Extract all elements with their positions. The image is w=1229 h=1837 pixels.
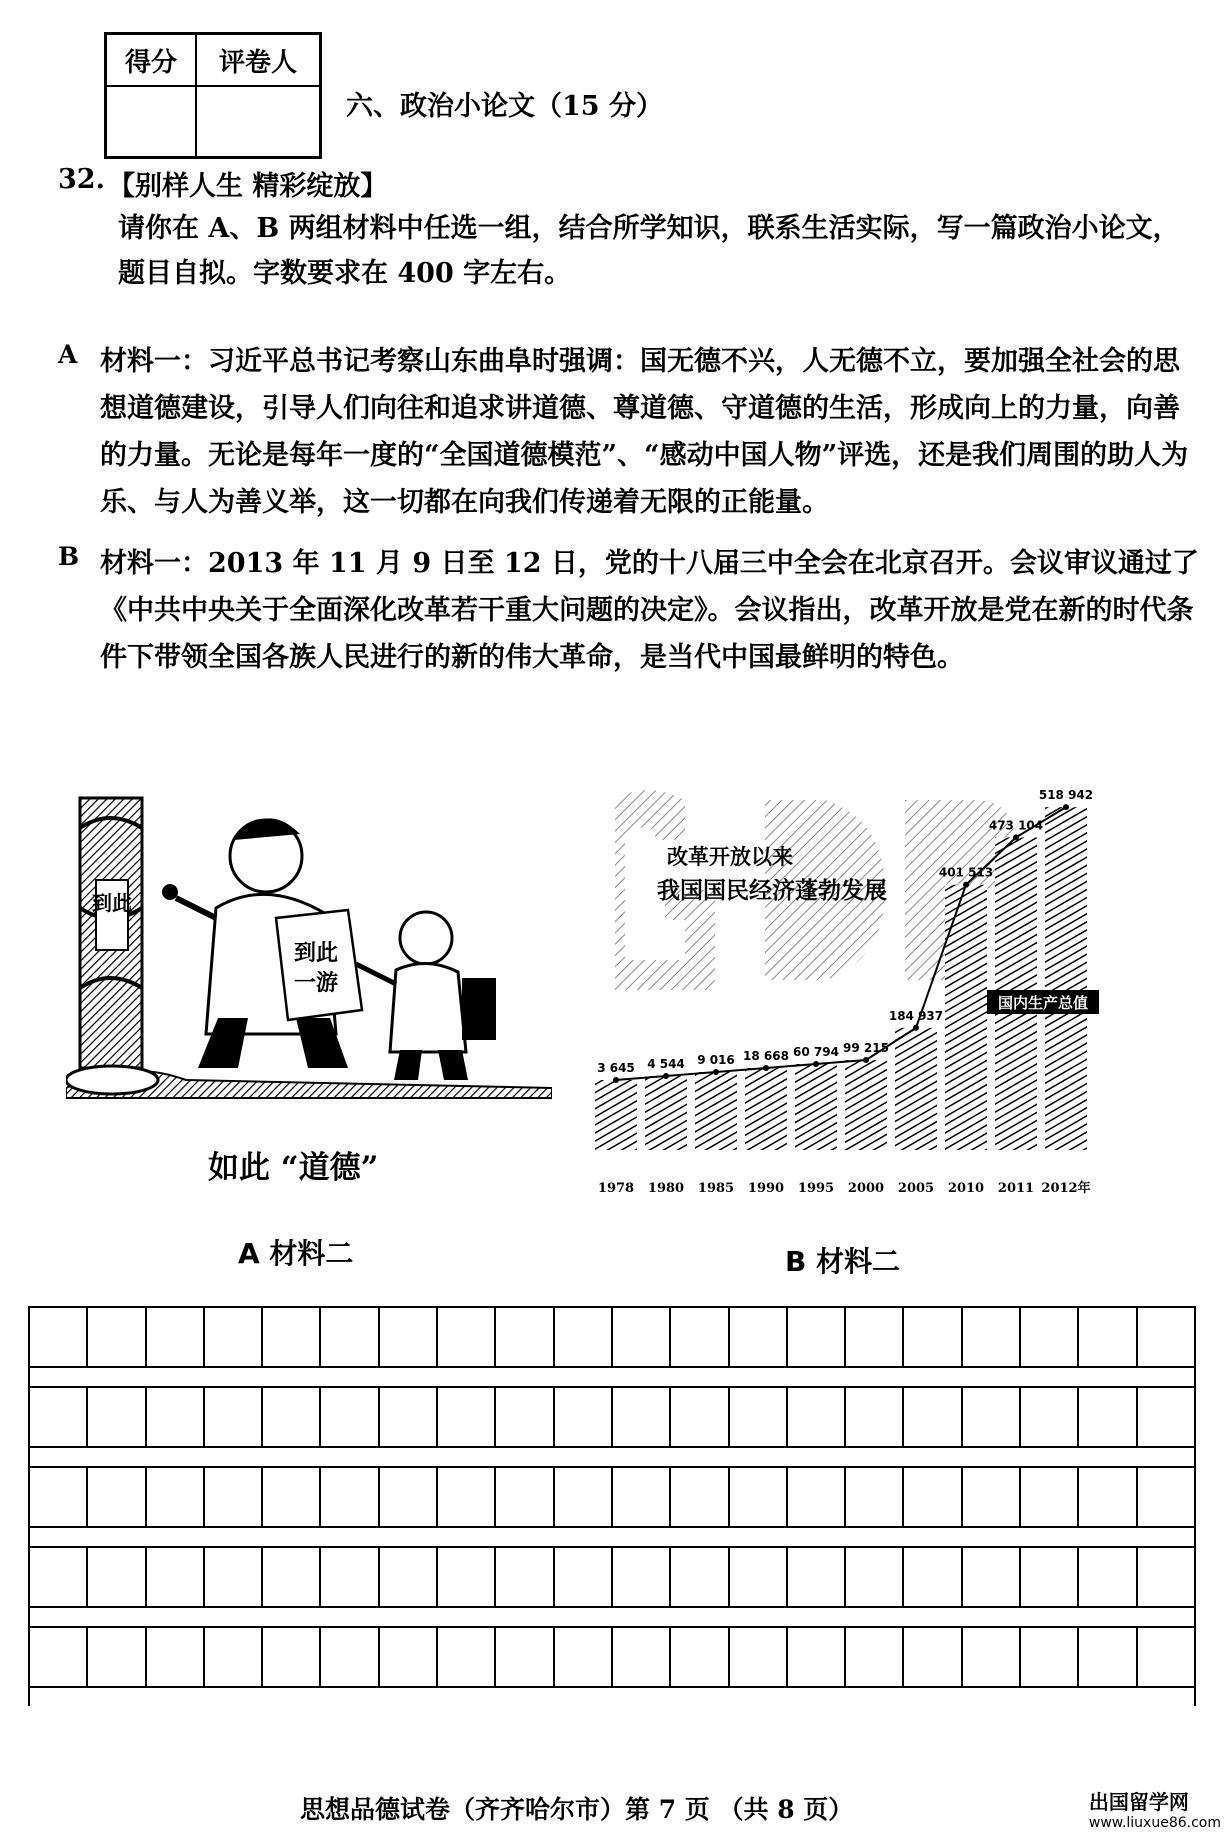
grid-cell[interactable] [555,1548,613,1606]
x-tick-1978: 1978 [597,1181,635,1196]
grid-cell[interactable] [205,1468,263,1526]
carved-pillar [80,798,142,1068]
grid-cell[interactable] [613,1548,671,1606]
score-table-header-line [107,85,319,87]
grid-cell[interactable] [671,1388,729,1446]
answer-grid[interactable] [28,1306,1196,1706]
grid-cell[interactable] [613,1628,671,1686]
trend-point-2000 [863,1057,869,1063]
grid-cell[interactable] [846,1628,904,1686]
trend-point-2012年 [1063,804,1069,810]
grid-cell[interactable] [1138,1468,1194,1526]
grid-cell[interactable] [1138,1308,1194,1366]
grid-cell[interactable] [147,1548,205,1606]
grid-cell[interactable] [496,1388,554,1446]
grid-cell[interactable] [1138,1388,1194,1446]
grid-cell[interactable] [613,1388,671,1446]
grid-cell[interactable] [555,1388,613,1446]
grid-cell[interactable] [321,1468,379,1526]
vandal-paper [276,910,362,1020]
grid-cell[interactable] [30,1388,88,1446]
bar-2000 [845,1060,887,1150]
cartoon-caption: 如此 “道德” [208,1150,379,1186]
grid-cell[interactable] [30,1468,88,1526]
question-instruction: 请你在 A、B 两组材料中任选一组，结合所学知识，联系生活实际，写一篇政治小论文，题目自拟。字数要求在 400 字左右。 [118,213,1180,289]
value-label-1985: 9 016 [697,1053,735,1067]
grid-cell[interactable] [438,1388,496,1446]
panel-a-label: A 材料二 [238,1237,354,1270]
grid-cell[interactable] [147,1468,205,1526]
value-label-1995: 60 794 [793,1045,839,1059]
grid-cell[interactable] [88,1548,146,1606]
grid-cell[interactable] [1021,1548,1079,1606]
bar-1985 [695,1072,737,1150]
x-tick-2012年: 2012年 [1041,1181,1091,1196]
material-a-marker: A [58,340,78,369]
grid-cell[interactable] [846,1548,904,1606]
material-a-paragraph [100,338,1200,526]
page-footer: 思想品德试卷（齐齐哈尔市）第 7 页 （共 8 页） [300,1795,854,1824]
grid-cell[interactable] [963,1548,1021,1606]
grid-cell[interactable] [380,1548,438,1606]
grid-cell[interactable] [147,1388,205,1446]
bar-2005 [895,1028,937,1150]
grid-cell[interactable] [321,1308,379,1366]
grid-cell[interactable] [147,1308,205,1366]
grid-cell[interactable] [788,1628,846,1686]
material-b-label: 材料一： [100,548,208,579]
grid-cell[interactable] [904,1468,962,1526]
series-label: 国内生产总值 [997,994,1089,1012]
trend-point-1995 [813,1061,819,1067]
bar-1995 [795,1064,837,1150]
grid-cell[interactable] [1079,1628,1137,1686]
grid-cell[interactable] [263,1308,321,1366]
value-label-2000: 99 215 [843,1041,889,1055]
grid-row-gap [28,1528,1196,1546]
value-label-2011: 473 104 [988,818,1044,833]
grid-cell[interactable] [1079,1308,1137,1366]
value-label-2010: 401 513 [938,865,994,880]
bar-2012年 [1045,807,1087,1150]
paper-writing: 到此一游 [293,940,339,996]
grid-cell[interactable] [438,1468,496,1526]
grid-cell[interactable] [788,1388,846,1446]
x-tick-1985: 1985 [697,1181,735,1196]
value-label-1978: 3 645 [597,1061,635,1075]
grid-cell[interactable] [730,1308,788,1366]
grid-cell[interactable] [788,1468,846,1526]
grid-cell[interactable] [1021,1308,1079,1366]
grid-cell[interactable] [904,1548,962,1606]
grid-cell[interactable] [496,1308,554,1366]
grader-header: 评卷人 [218,47,297,78]
grid-cell[interactable] [263,1548,321,1606]
trend-point-1980 [663,1073,669,1079]
grid-cell[interactable] [1138,1628,1194,1686]
x-tick-2000: 2000 [847,1181,885,1196]
chart-x-ticks [598,1180,1091,1196]
grid-cell[interactable] [496,1628,554,1686]
grid-cell[interactable] [1021,1628,1079,1686]
grid-cell[interactable] [321,1548,379,1606]
grid-cell[interactable] [730,1628,788,1686]
trend-point-1990 [763,1065,769,1071]
bar-1980 [645,1076,687,1150]
grid-cell[interactable] [963,1388,1021,1446]
grid-cell[interactable] [846,1308,904,1366]
grid-cell[interactable] [613,1468,671,1526]
grid-cell[interactable] [730,1388,788,1446]
grid-cell[interactable] [147,1628,205,1686]
site-watermark [1089,1786,1221,1831]
grid-cell[interactable] [438,1308,496,1366]
trend-point-2010 [963,882,969,888]
gdp-chart [575,780,1145,1210]
grid-cell[interactable] [496,1468,554,1526]
grid-cell[interactable] [904,1388,962,1446]
grid-row [28,1386,1196,1448]
pillar-writing: 到此 [92,891,132,915]
grid-cell[interactable] [555,1308,613,1366]
grid-cell[interactable] [205,1308,263,1366]
grid-cell[interactable] [205,1628,263,1686]
section-title: 六、政治小论文（15 分） [346,91,663,122]
grid-cell[interactable] [846,1468,904,1526]
value-label-1990: 18 668 [743,1049,789,1063]
x-tick-2005: 2005 [897,1181,935,1196]
grid-cell[interactable] [1079,1468,1137,1526]
grid-cell[interactable] [730,1468,788,1526]
grid-cell[interactable] [671,1308,729,1366]
grid-cell[interactable] [438,1548,496,1606]
grid-cell[interactable] [555,1628,613,1686]
trend-point-2005 [913,1025,919,1031]
trend-point-1978 [613,1077,619,1083]
material-b-text: 2013 年 11 月 9 日至 12 日，党的十八届三中全会在北京召开。会议审议通过了《中共中央关于全面深化改革若干重大问题的决定》。会议指出，改革开放是党在新的时代条件下带领全国各族人民进行的新的伟大革命，是当代中国最鲜明的特色。 [100,548,1199,673]
grid-cell[interactable] [380,1308,438,1366]
grid-cell[interactable] [788,1308,846,1366]
material-b-marker: B [58,542,80,571]
grid-row-gap [28,1608,1196,1626]
chart-title: 改革开放以来 [667,845,793,869]
grid-row-gap [28,1688,1196,1706]
grid-cell[interactable] [963,1468,1021,1526]
grid-cell[interactable] [205,1548,263,1606]
question-title: 【别样人生 精彩绽放】 [108,171,388,202]
tourist-child [356,912,496,1080]
trend-point-1985 [713,1069,719,1075]
grid-cell[interactable] [321,1388,379,1446]
grid-row [28,1546,1196,1608]
grid-cell[interactable] [30,1548,88,1606]
grid-cell[interactable] [1138,1548,1194,1606]
moral-cartoon [66,788,552,1118]
grid-cell[interactable] [671,1628,729,1686]
grid-cell[interactable] [30,1308,88,1366]
x-tick-2010: 2010 [947,1181,985,1196]
grid-cell[interactable] [730,1548,788,1606]
grid-cell[interactable] [438,1628,496,1686]
grid-cell[interactable] [496,1548,554,1606]
grid-row [28,1466,1196,1528]
score-table [104,32,322,159]
grid-cell[interactable] [1021,1468,1079,1526]
grid-cell[interactable] [88,1388,146,1446]
material-b-paragraph [100,540,1200,681]
grid-cell[interactable] [380,1468,438,1526]
value-label-1980: 4 544 [647,1057,685,1071]
trend-point-2011 [1013,834,1019,840]
grid-cell[interactable] [88,1628,146,1686]
grid-row-gap [28,1368,1196,1386]
grid-cell[interactable] [1079,1388,1137,1446]
grid-row-gap [28,1448,1196,1466]
question-number: 32. [58,164,105,195]
grid-cell[interactable] [613,1308,671,1366]
x-tick-1990: 1990 [747,1181,785,1196]
grid-cell[interactable] [904,1628,962,1686]
grid-cell[interactable] [963,1628,1021,1686]
x-tick-1995: 1995 [797,1181,835,1196]
grid-cell[interactable] [671,1548,729,1606]
value-label-2012年: 518 942 [1038,788,1094,803]
bar-1978 [595,1080,637,1150]
bar-1990 [745,1068,787,1150]
grid-cell[interactable] [671,1468,729,1526]
grid-cell[interactable] [88,1308,146,1366]
grid-cell[interactable] [88,1468,146,1526]
grid-cell[interactable] [1021,1388,1079,1446]
grid-cell[interactable] [205,1388,263,1446]
grid-cell[interactable] [904,1308,962,1366]
grid-cell[interactable] [263,1468,321,1526]
watermark-name: 出国留学网 [1088,1790,1189,1814]
grid-cell[interactable] [963,1308,1021,1366]
grid-cell[interactable] [1079,1548,1137,1606]
grid-cell[interactable] [263,1388,321,1446]
grid-cell[interactable] [380,1628,438,1686]
material-a-label: 材料一： [100,346,208,377]
value-label-2005: 184 937 [888,1008,944,1023]
grid-cell[interactable] [788,1548,846,1606]
grid-cell[interactable] [30,1628,88,1686]
grid-cell[interactable] [846,1388,904,1446]
material-a-text: 习近平总书记考察山东曲阜时强调：国无德不兴，人无德不立，要加强全社会的思想道德建设，引导人们向往和追求讲道德、尊道德、守道德的生活，形成向上的力量，向善的力量。无论是每年一度的“全国道德模范”、“感动中国人物”评选，还是我们周围的助人为乐、与人为善义举，这一切都在向我们传递着无限的正能量。 [100,346,1189,518]
grid-cell[interactable] [263,1628,321,1686]
grid-cell[interactable] [321,1628,379,1686]
x-tick-2011: 2011 [997,1181,1035,1196]
grid-row [28,1626,1196,1688]
watermark-url: www.liuxue86.com [1088,1815,1221,1831]
panel-b-label: B 材料二 [785,1245,901,1278]
grid-row [28,1306,1196,1368]
score-header: 得分 [124,47,177,78]
chart-subtitle: 我国国民经济蓬勃发展 [657,878,887,904]
x-tick-1980: 1980 [647,1181,685,1196]
grid-cell[interactable] [380,1388,438,1446]
grid-cell[interactable] [555,1468,613,1526]
